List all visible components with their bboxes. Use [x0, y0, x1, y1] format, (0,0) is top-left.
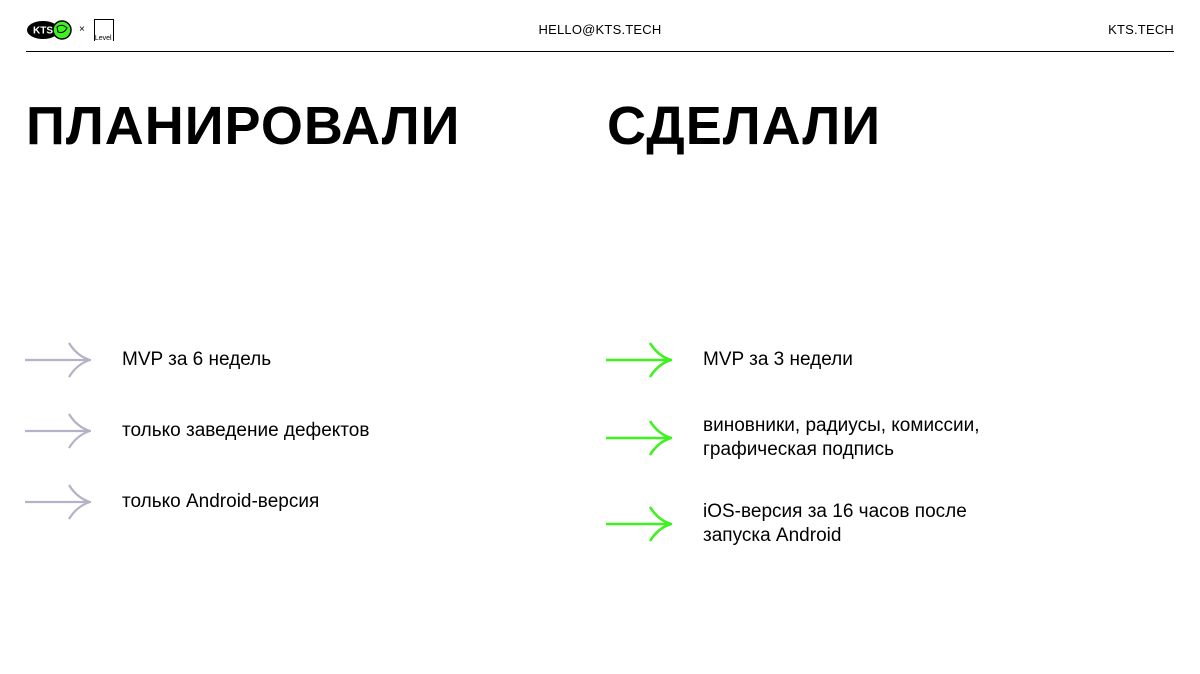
done-item-text: [703, 500, 967, 548]
planned-item-2: [25, 413, 370, 449]
planned-item-text: только Android-версия: [122, 491, 320, 512]
planned-item-1: [25, 342, 272, 378]
done-title: СДЕЛАЛИ: [607, 96, 882, 156]
gray-arrow-icon: [25, 413, 91, 449]
kts-logo-text: KTS: [33, 25, 53, 37]
gray-arrow-icon: [25, 484, 91, 520]
gray-arrow-icon: [25, 342, 91, 378]
done-item-1: [606, 342, 853, 378]
contact-email[interactable]: HELLO@KTS.TECH: [538, 22, 662, 37]
done-item-2: [606, 415, 980, 460]
level-logo-text: Level: [94, 35, 112, 42]
done-item-line: запуска Android: [703, 525, 842, 546]
done-item-text: [703, 348, 853, 372]
done-item-text: [703, 414, 980, 462]
green-arrow-icon: [606, 506, 672, 542]
done-item-line: iOS-версия за 16 часов после: [703, 501, 967, 522]
done-item-3: [606, 501, 967, 546]
planned-item-text: MVP за 6 недель: [122, 349, 272, 370]
done-item-line: графическая подпись: [703, 439, 894, 460]
site-link[interactable]: KTS.TECH: [1108, 22, 1174, 37]
green-arrow-icon: [606, 420, 672, 456]
planned-item-3: [25, 484, 320, 520]
done-item-line: виновники, радиусы, комиссии,: [703, 415, 980, 436]
header-bar: [26, 0, 1174, 52]
done-item-line: MVP за 3 недели: [703, 349, 853, 370]
green-arrow-icon: [606, 342, 672, 378]
planned-title: ПЛАНИРОВАЛИ: [26, 96, 461, 156]
planned-item-text: только заведение дефектов: [122, 420, 370, 441]
times-sign: ×: [79, 24, 85, 35]
